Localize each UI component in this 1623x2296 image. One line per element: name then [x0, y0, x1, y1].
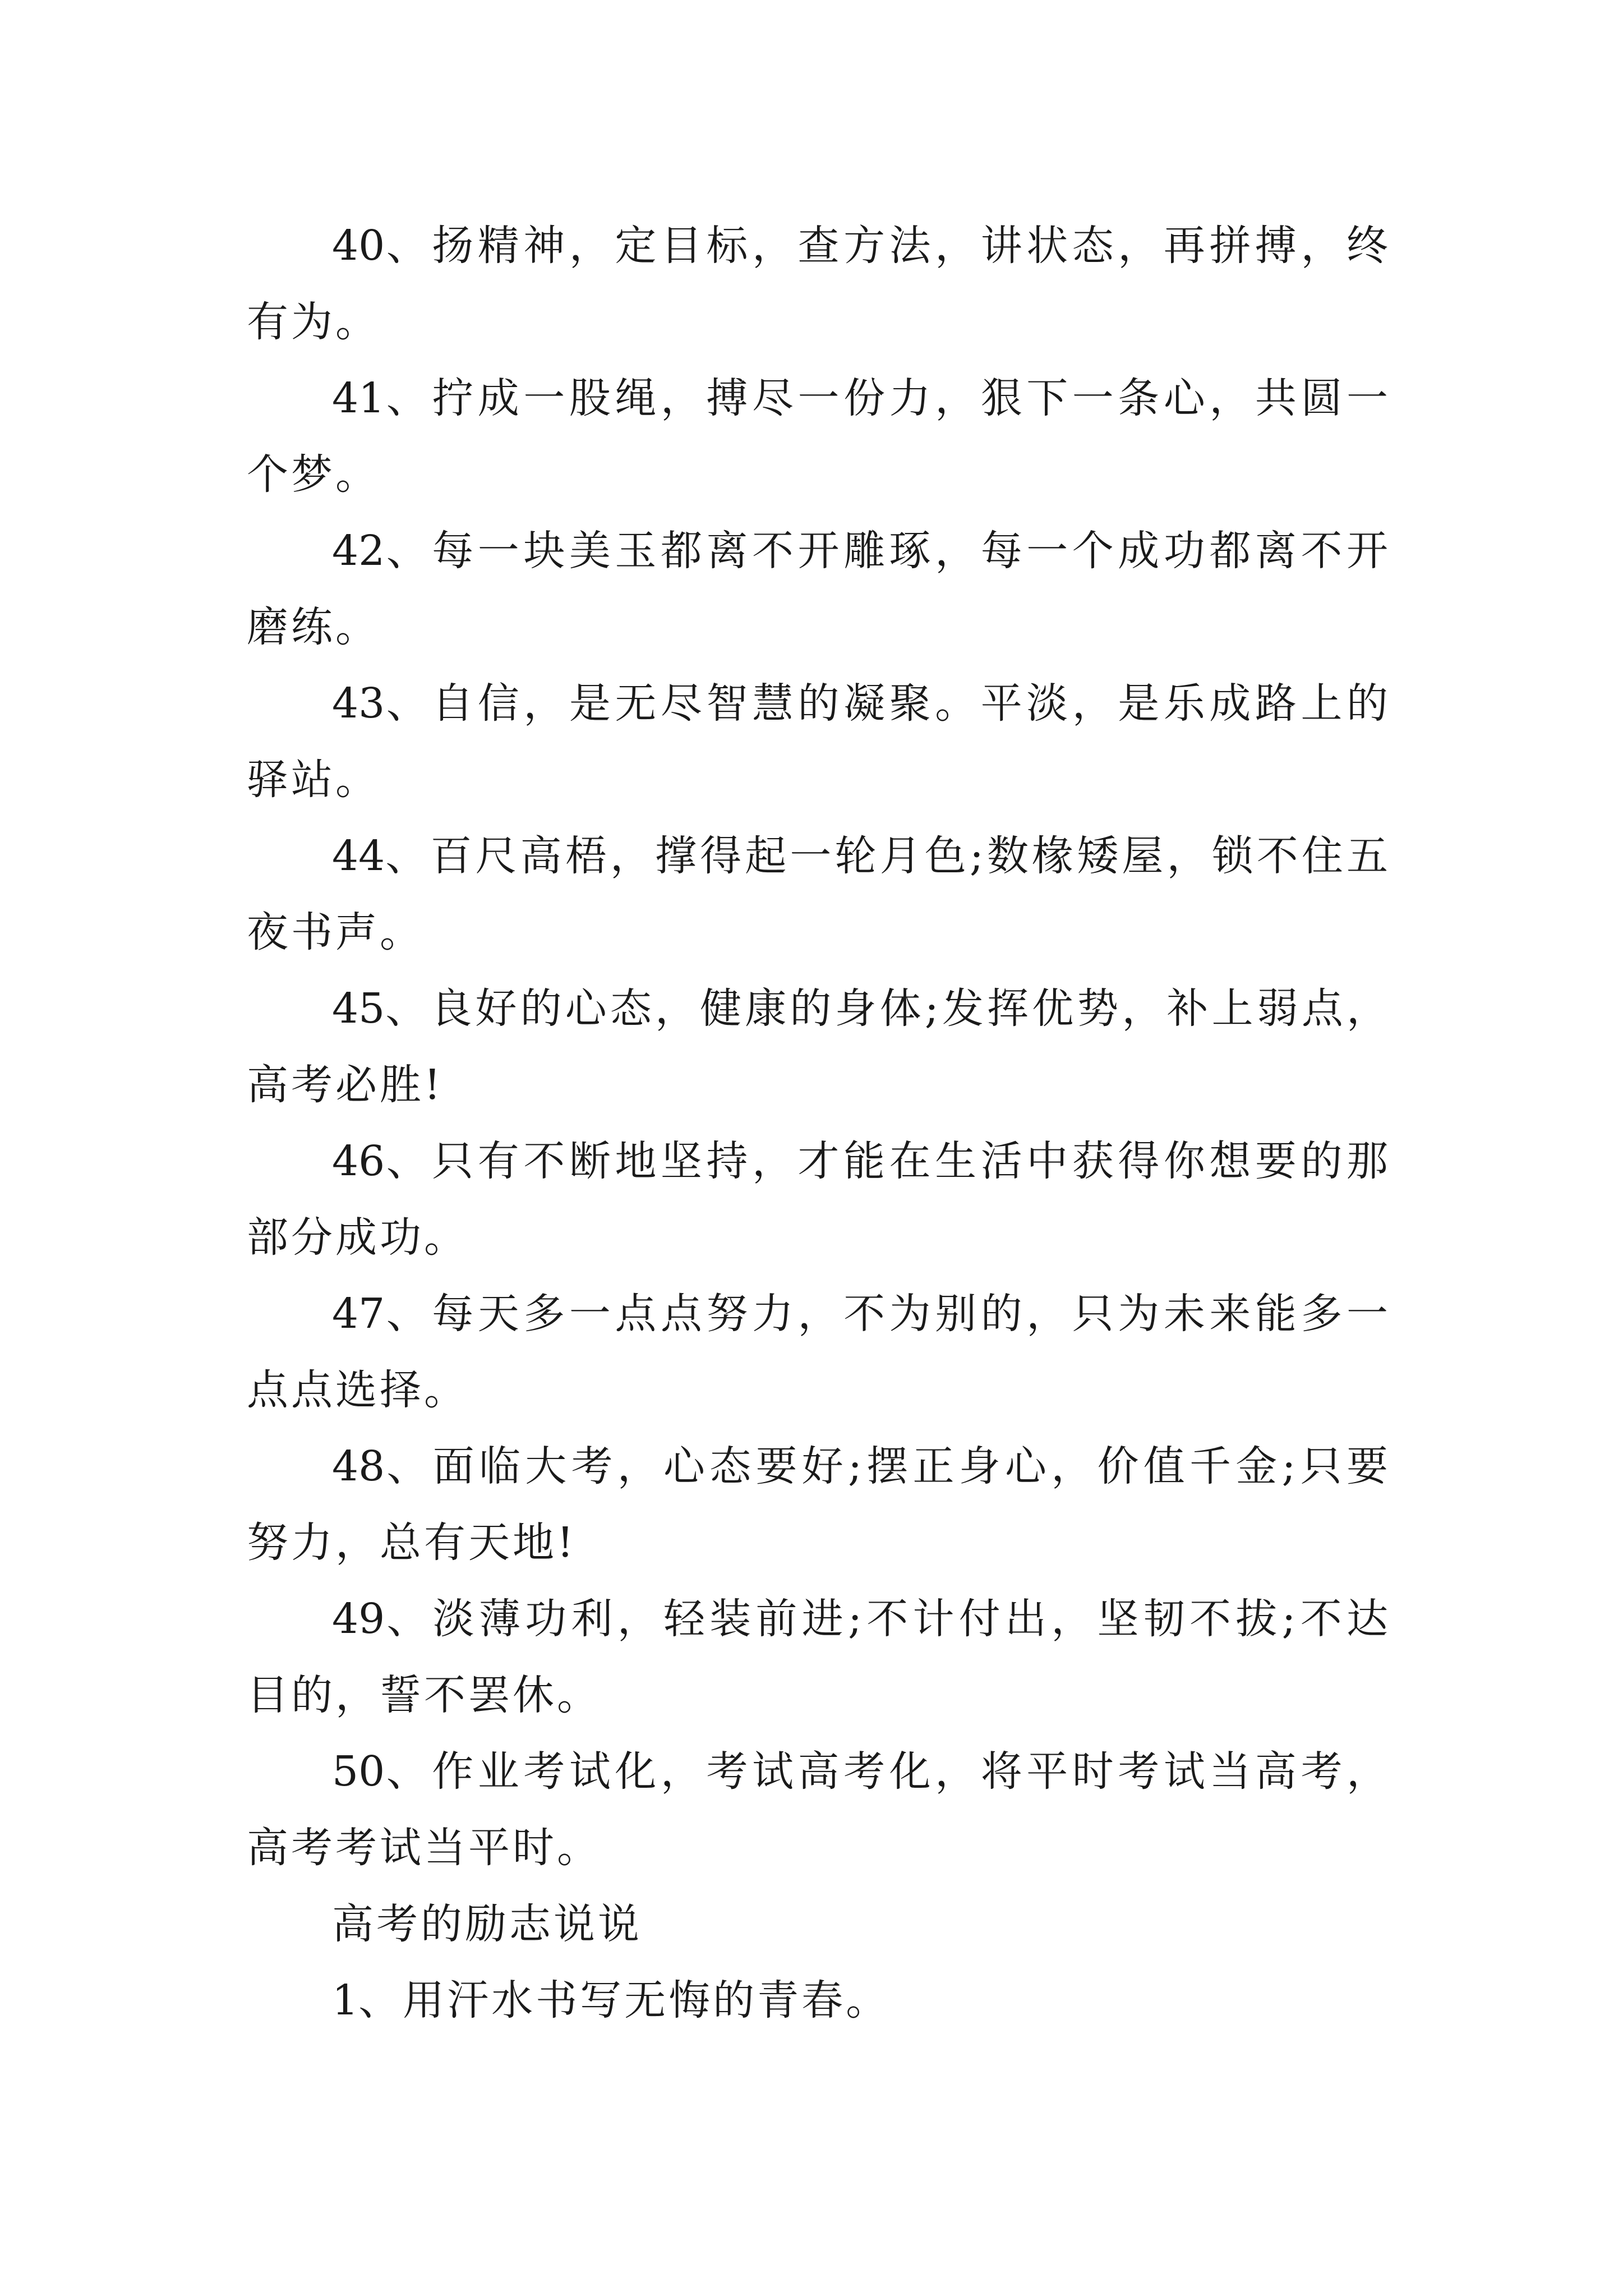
paragraph-text: 、用汗水书写无悔的青春。	[358, 1976, 891, 2024]
paragraph-44	[247, 818, 1391, 970]
paragraph-47	[247, 1276, 1391, 1428]
paragraph-number: 40	[332, 222, 385, 270]
paragraph-45	[247, 970, 1391, 1123]
section-heading	[247, 1886, 1391, 1962]
paragraph-text: 、面临大考，心态要好;摆正身心，价值千金;只要努力，总有天地!	[247, 1442, 1391, 1567]
paragraph-text: 、扬精神，定目标，查方法，讲状态，再拼搏，终有为。	[247, 222, 1391, 346]
paragraph-number: 44	[332, 832, 385, 880]
paragraph-number: 49	[332, 1595, 385, 1643]
paragraph-46	[247, 1123, 1391, 1276]
paragraph-number: 47	[332, 1290, 385, 1338]
paragraph-text: 、每天多一点点努力，不为别的，只为未来能多一点点选择。	[247, 1290, 1391, 1414]
paragraph-text: 、每一块美玉都离不开雕琢，每一个成功都离不开磨练。	[247, 527, 1391, 651]
section-heading-text: 高考的励志说说	[332, 1900, 642, 1948]
paragraph-49	[247, 1581, 1391, 1733]
paragraph-43	[247, 665, 1391, 818]
paragraph-text: 、拧成一股绳，搏尽一份力，狠下一条心，共圆一个梦。	[247, 374, 1391, 499]
paragraph-number: 45	[332, 984, 385, 1033]
paragraph-text: 、百尺高梧，撑得起一轮月色;数椽矮屋，锁不住五夜书声。	[247, 832, 1391, 956]
paragraph-text: 、良好的心态，健康的身体;发挥优势，补上弱点，高考必胜!	[247, 984, 1391, 1109]
paragraph-number: 50	[332, 1747, 385, 1796]
paragraph-text: 、只有不断地坚持，才能在生活中获得你想要的那部分成功。	[247, 1137, 1391, 1262]
document-body	[247, 208, 1391, 2039]
paragraph-number: 1	[332, 1976, 359, 2024]
paragraph-text: 、作业考试化，考试高考化，将平时考试当高考，高考考试当平时。	[247, 1747, 1391, 1872]
paragraph-number: 41	[332, 374, 385, 422]
paragraph-50	[247, 1733, 1391, 1886]
paragraph-number: 42	[332, 527, 385, 575]
paragraph-1	[247, 1962, 1391, 2039]
paragraph-41	[247, 360, 1391, 513]
paragraph-number: 43	[332, 679, 385, 728]
paragraph-42	[247, 513, 1391, 665]
paragraph-text: 、自信，是无尽智慧的凝聚。平淡，是乐成路上的驿站。	[247, 679, 1391, 804]
paragraph-48	[247, 1428, 1391, 1581]
paragraph-text: 、淡薄功利，轻装前进;不计付出，坚韧不拔;不达目的，誓不罢休。	[247, 1595, 1391, 1719]
paragraph-number: 48	[332, 1442, 385, 1490]
paragraph-40	[247, 208, 1391, 360]
paragraph-number: 46	[332, 1137, 385, 1185]
